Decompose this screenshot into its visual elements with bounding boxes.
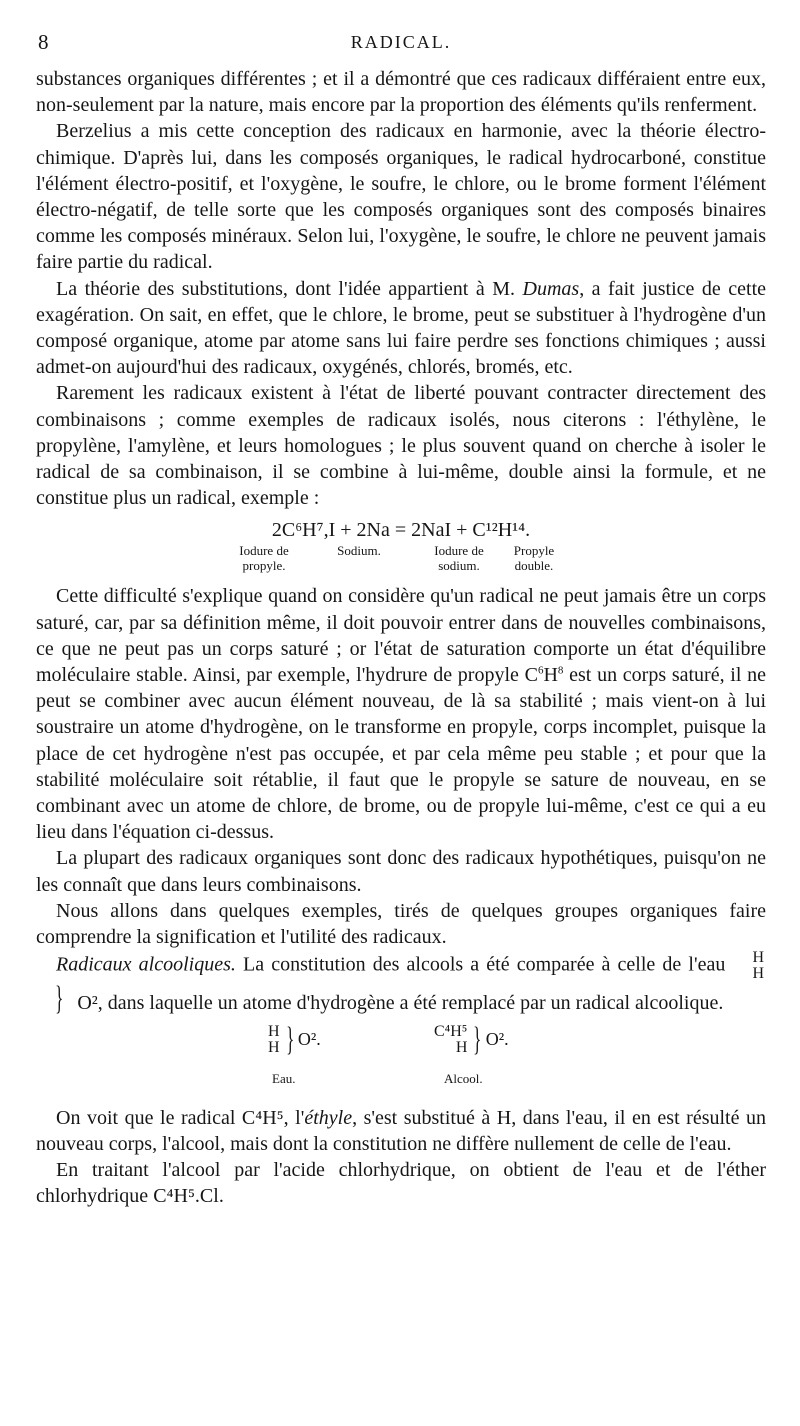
alcohol-caption: Alcool. [444,1070,483,1086]
paragraph-9 [36,1105,766,1157]
paragraph-5 [36,583,766,845]
water-formula [268,1020,321,1058]
water-bottom: H [268,1038,280,1056]
page-header [36,26,766,66]
alcohol-formula [434,1020,509,1058]
document-page [36,26,766,1209]
running-title: RADICAL. [350,32,452,52]
paragraph-3-text-b: , a fait justice de cette exagération. On sait, en effet, que le chlore, le brome, peut se substituer à l'hydrogène d'un composé organique, atome par atome sans lui faire perdre ses fonctions chimiques ; aussi admet-on aujourd'hui des radicaux, oxygénés, chlorés, bromés, etc. [36,277,767,379]
paragraph-6: La plupart des radicaux organiques sont donc des radicaux hypothétiques, puisqu'on ne les connaît que dans leurs combinaisons. [36,847,766,896]
paragraph-7: Nous allons dans quelques exemples, tirés de quelques groupes organiques faire comprendre la signification et l'utilité des radicaux. [36,899,766,949]
equation-label-3: Iodure de sodium. [434,543,484,574]
paragraph-5-text-b: est un corps saturé, il ne peut se combiner avec aucun élément nouveau, de là sa stabilité ; mais vient-on à lui soustraire un atome d'hydrogène, on le transforme en propyle, corps incomplet, puisque la place de cet hydrogène n'est pas occupée, et par cela même peu stable ; et pour que la stabilité moléculaire soit rétablie, il faut que le propyle se sature de nouveau, en se combinant avec un atome de chlore, de brome, ou de propyle lui-même, c'est ce qui a eu lieu dans l'équation ci-dessus. [36,664,767,844]
page-number: 8 [38,30,49,54]
brace-icon: } [473,1020,482,1058]
water-stack [268,1024,280,1056]
paragraph-3-text-a: La théorie des substitutions, dont l'idée appartient à M. [56,277,523,300]
paragraph-5-h: H [543,664,558,687]
paragraph-9-text-b: , s'est substitué à H, dans l'eau, il en est résulté un nouveau corps, l'alcool, mais dont la constitution ne diffère nullement de celle de l'eau. [36,1106,766,1155]
section-title-alcooliques: Radicaux alcooliques. [56,953,236,976]
formula-block [36,1017,766,1105]
paragraph-10: En traitant l'alcool par l'acide chlorhydrique, on obtient de l'eau et de l'éther chlorhydrique C⁴H⁵.Cl. [36,1158,766,1208]
paragraph-4: Rarement les radicaux existent à l'état de liberté pouvant contracter directement des combinaisons ; comme exemples de radicaux isolés, nous citerons : l'éthylène, le propylène, l'amylène, et leurs homologues ; le plus souvent quand on cherche à isoler le radical de sa combinaison, il se combine à lui-même, double ainsi la formule, et ne constitue plus un radical, exemple : [36,382,766,510]
alcohol-stack [434,1024,467,1056]
paragraph-5-text-a: Cette difficulté s'explique quand on considère qu'un radical ne peut jamais être un corps saturé, car, par sa définition même, il doit pouvoir entrer dans de nouvelles combinaisons, ce que ne peut pas un corps saturé ; or l'état de saturation comporte un état d'équilibre moléculaire stable. Ainsi, par exemple, l'hydrure de propyle C [36,585,766,687]
alcohol-oxygen: O². [485,1029,509,1049]
reaction-equation: 2C⁶H⁷,I + 2Na = 2NaI + C¹²H¹⁴. [271,519,531,542]
paragraph-5-sup-a: 6 [537,664,544,677]
water-inline-bottom: H [752,965,765,983]
equation-labels [36,543,766,583]
paragraph-5-sup-b: 8 [557,664,564,677]
brace-icon: } [285,1020,294,1058]
alcohol-bottom: H [455,1038,468,1056]
water-inline-top: H [752,949,765,967]
equation-label-2: Sodium. [337,543,381,559]
equation-label-1: Iodure de propyle. [239,543,289,574]
paragraph-8-text-b: O², dans laquelle un atome d'hydrogène a été remplacé par un radical alcoolique. [72,992,724,1015]
brace-icon: } [55,980,64,1018]
paragraph-8 [36,950,766,1016]
ethyle-term: éthyle [304,1106,353,1129]
paragraph-3 [36,276,766,381]
water-inline-stack [732,950,764,982]
equation-label-4: Propyle double. [513,543,555,574]
water-oxygen: O². [297,1029,321,1049]
paragraph-1: substances organiques différentes ; et il a démontré que ces radicaux différaient entre eux, non-seulement par la nature, mais encore par la proportion des éléments qu'ils renferment. [36,68,766,117]
water-top: H [268,1022,280,1040]
water-caption: Eau. [272,1070,296,1086]
paragraph-9-text-a: On voit que le radical C⁴H⁵, l' [56,1106,305,1129]
paragraph-8-text-a: La constitution des alcools a été comparée à celle de l'eau [235,953,733,976]
alcohol-top: C⁴H⁵ [434,1022,468,1040]
author-name: Dumas [522,277,580,300]
paragraph-2: Berzelius a mis cette conception des radicaux en harmonie, avec la théorie électro-chimique. D'après lui, dans les composés organiques, le radical hydrocarboné, constitue l'élément électro-positif, et l'oxygène, le soufre, le chlore, ou le brome forment l'élément électro-négatif, de telle sorte que les composés organiques sont des composés binaires comme les composés minéraux. Selon lui, l'oxygène, le soufre, le chlore ne peuvent jamais faire partie du radical. [36,120,766,274]
